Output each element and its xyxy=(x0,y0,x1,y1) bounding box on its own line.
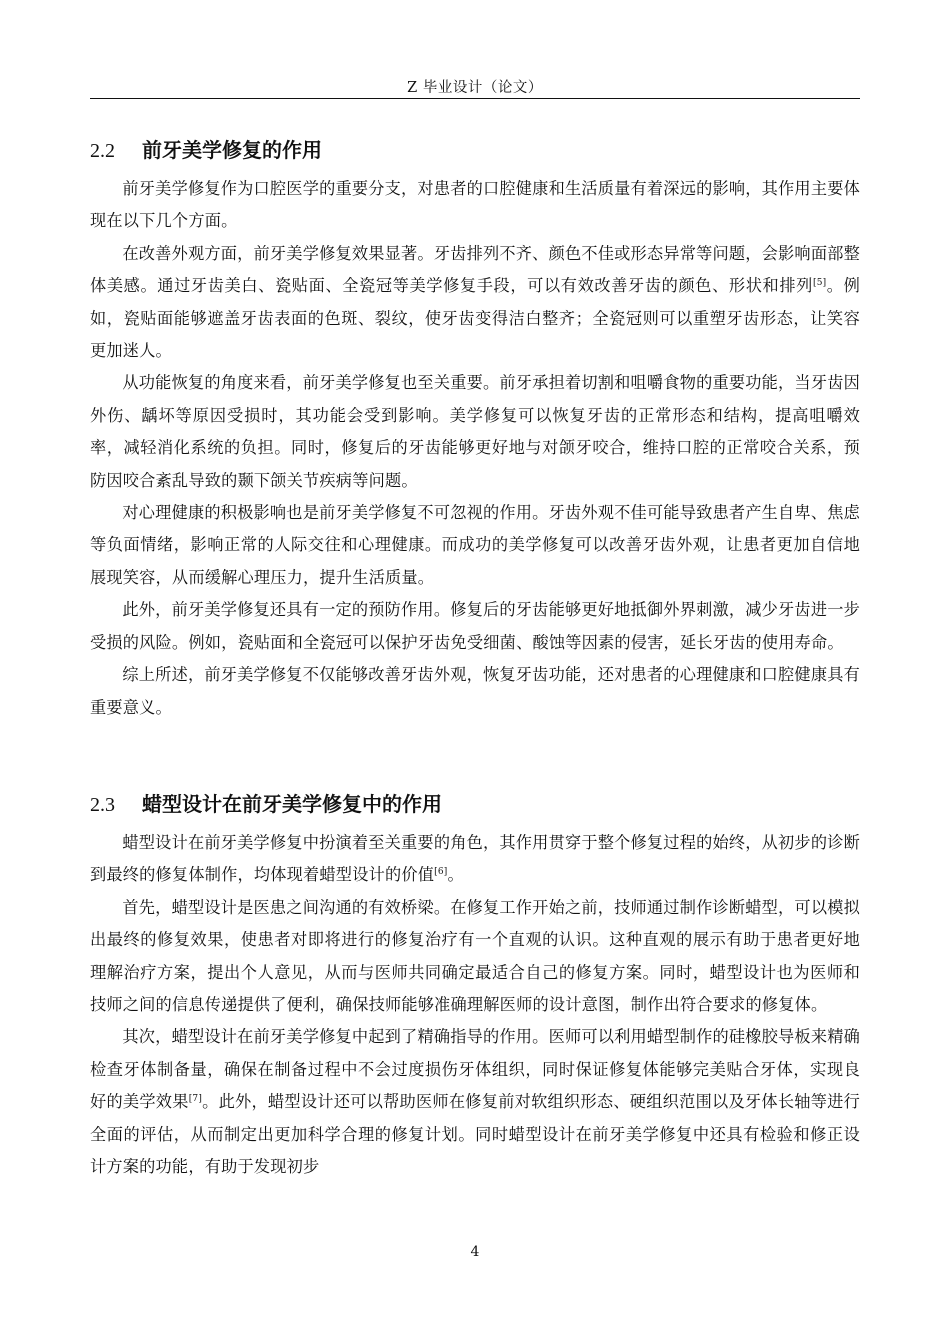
paragraph-text: 。例如，瓷贴面能够遮盖牙齿表面的色斑、裂纹，使牙齿变得洁白整齐；全瓷冠则可以重塑牙齿形态，让笑容更加迷人。 xyxy=(90,276,860,361)
paragraph-text: 此外，前牙美学修复还具有一定的预防作用。修复后的牙齿能够更好地抵御外界刺激，减少牙齿进一步受损的风险。例如，瓷贴面和全瓷冠可以保护牙齿免受细菌、酸蚀等因素的侵害，延长牙齿的使用寿命。 xyxy=(90,600,860,652)
citation: [6] xyxy=(434,867,448,878)
section-number: 2.3 xyxy=(90,794,115,816)
paragraph-text: 。 xyxy=(447,865,464,885)
section-body xyxy=(90,173,860,724)
page-number: 4 xyxy=(470,1244,480,1260)
paragraph-text: 其次，蜡型设计在前牙美学修复中起到了精确指导的作用。医师可以利用蜡型制作的硅橡胶导板来精确检查牙体制备量，确保在制备过程中不会过度损伤牙体组织，同时保证修复体能够完美贴合牙体，实现良好的美学效果 xyxy=(90,1027,860,1112)
paragraph xyxy=(90,594,860,659)
section-heading xyxy=(90,790,860,819)
paragraph-text: 。此外，蜡型设计还可以帮助医师在修复前对软组织形态、硬组织范围以及牙体长轴等进行全面的评估，从而制定出更加科学合理的修复计划。同时蜡型设计在前牙美学修复中还具有检验和修正设计方案的功能，有助于发现初步 xyxy=(90,1092,861,1177)
paragraph xyxy=(90,173,860,238)
paragraph xyxy=(90,827,860,892)
paragraph-text: 从功能恢复的角度来看，前牙美学修复也至关重要。前牙承担着切割和咀嚼食物的重要功能，当牙齿因外伤、龋坏等原因受损时，其功能会受到影响。美学修复可以恢复牙齿的正常形态和结构，提高咀嚼效率，减轻消化系统的负担。同时，修复后的牙齿能够更好地与对颌牙咬合，维持口腔的正常咬合关系，预防因咬合紊乱导致的颞下颌关节疾病等问题。 xyxy=(90,373,860,490)
paragraph-text: 对心理健康的积极影响也是前牙美学修复不可忽视的作用。牙齿外观不佳可能导致患者产生自卑、焦虑等负面情绪，影响正常的人际交往和心理健康。而成功的美学修复可以改善牙齿外观，让患者更加自信地展现笑容，从而缓解心理压力，提升生活质量。 xyxy=(90,503,860,587)
paragraph-text: 综上所述，前牙美学修复不仅能够改善牙齿外观，恢复牙齿功能，还对患者的心理健康和口腔健康具有重要意义。 xyxy=(90,665,860,717)
section-body xyxy=(90,827,860,1183)
paragraph-text: 在改善外观方面，前牙美学修复效果显著。牙齿排列不齐、颜色不佳或形态异常等问题，会影响面部整体美感。通过牙齿美白、瓷贴面、全瓷冠等美学修复手段，可以有效改善牙齿的颜色、形状和排列 xyxy=(90,243,860,296)
paragraph-text: 前牙美学修复作为口腔医学的重要分支，对患者的口腔健康和生活质量有着深远的影响，其作用主要体现在以下几个方面。 xyxy=(90,179,860,231)
paragraph-text: 蜡型设计在前牙美学修复中扮演着至关重要的角色，其作用贯穿于整个修复过程的始终，从初步的诊断到最终的修复体制作，均体现着蜡型设计的价值 xyxy=(90,833,860,885)
section-number: 2.2 xyxy=(90,140,115,162)
citation: [5] xyxy=(813,278,827,289)
citation: [7] xyxy=(188,1094,203,1105)
paragraph xyxy=(90,892,860,1022)
section-title: 前牙美学修复的作用 xyxy=(142,138,322,162)
running-header: Z 毕业设计（论文） xyxy=(407,80,543,96)
paragraph xyxy=(90,659,860,724)
section-heading xyxy=(90,136,860,165)
paragraph xyxy=(90,497,860,594)
paragraph xyxy=(90,1021,860,1183)
paragraph-text: 首先，蜡型设计是医患之间沟通的有效桥梁。在修复工作开始之前，技师通过制作诊断蜡型，可以模拟出最终的修复效果，使患者对即将进行的修复治疗有一个直观的认识。这种直观的展示有助于患者更好地理解治疗方案，提出个人意见，从而与医师共同确定最适合自己的修复方案。同时，蜡型设计也为医师和技师之间的信息传递提供了便利，确保技师能够准确理解医师的设计意图，制作出符合要求的修复体。 xyxy=(90,897,860,1015)
header-rule xyxy=(90,98,860,99)
paragraph xyxy=(90,238,860,368)
paragraph xyxy=(90,367,860,497)
section-title: 蜡型设计在前牙美学修复中的作用 xyxy=(142,792,442,816)
